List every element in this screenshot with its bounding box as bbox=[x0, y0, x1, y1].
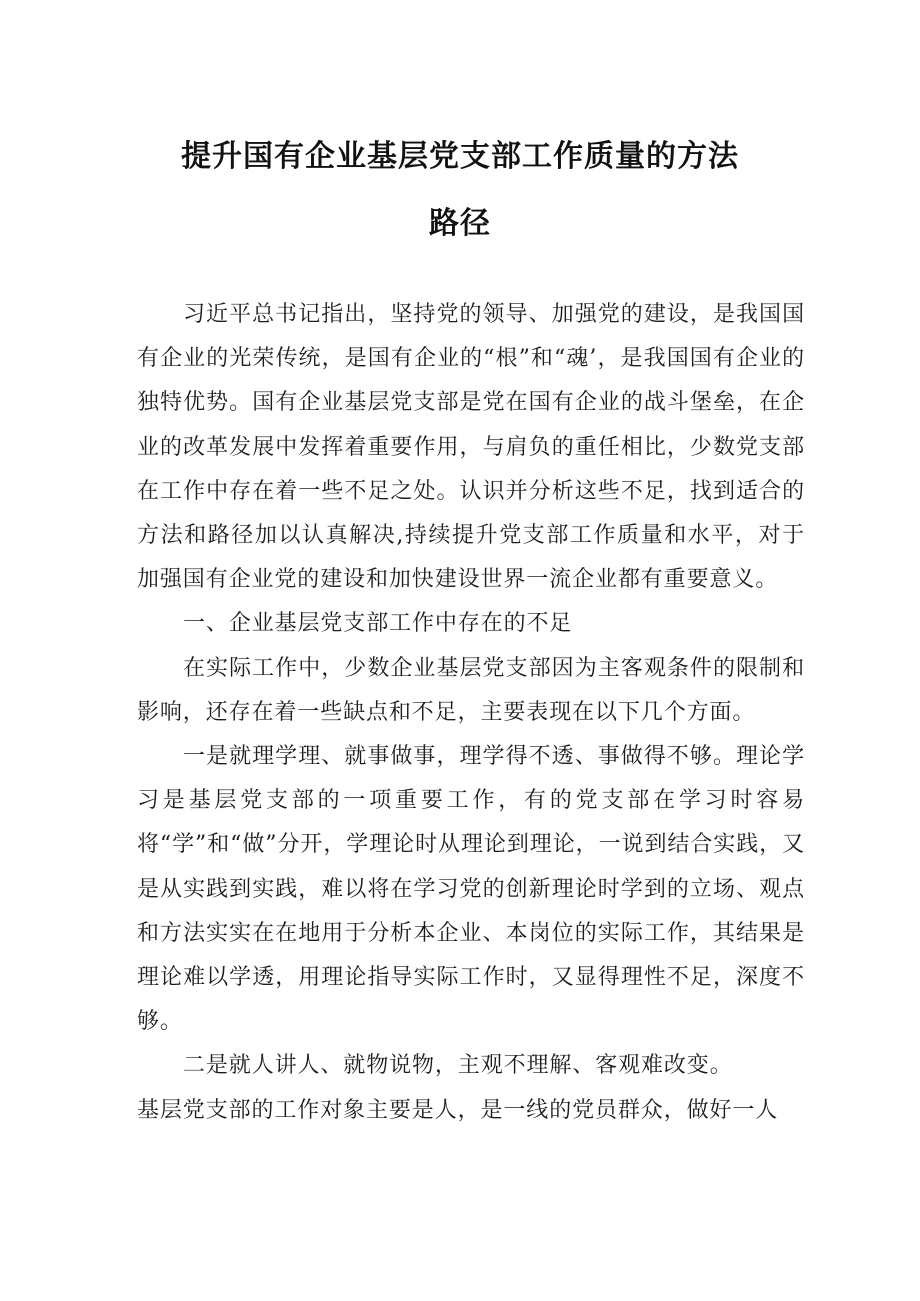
paragraph-section-intro: 在实际工作中，少数企业基层党支部因为主客观条件的限制和影响，还存在着一些缺点和不足，主要表现在以下几个方面。 bbox=[137, 655, 805, 725]
paragraph-point-2-body: 基层党支部的工作对象主要是人，是一线的党员群众，做好一人 bbox=[137, 1097, 779, 1123]
paragraph-intro: 习近平总书记指出，坚持党的领导、加强党的建设，是我国国有企业的光荣传统，是国有企业的“根”和“魂’，是我国国有企业的独特优势。国有企业基层党支部是党在国有企业的战斗堡垒，在企业的改革发展中发挥着重要作用，与肩负的重任相比，少数党支部在工作中存在着一些不足之处。认识并分析这些不足，找到适合的方法和路径加以认真解决,持续提升党支部工作质量和水平，对于加强国有企业党的建设和加快建设世界一流企业都有重要意义。 bbox=[137, 302, 805, 593]
paragraph-point-1: 一是就理学理、就事做事，理学得不透、事做得不够。理论学习是基层党支部的一项重要工作，有的党支部在学习时容易将“学”和“做”分开，学理论时从理论到理论，一说到结合实践，又是从实践到实践，难以将在学习党的创新理论时学到的立场、观点和方法实实在在地用于分析本企业、本岗位的实际工作，其结果是理论难以学透，用理论指导实际工作时，又显得理性不足，深度不够。 bbox=[137, 744, 805, 1035]
paragraph-point-2-heading: 二是就人讲人、就物说物，主观不理解、客观难改变。 bbox=[183, 1053, 733, 1079]
document-title-line-2: 路径 bbox=[429, 206, 491, 241]
section-heading-1: 一、企业基层党支部工作中存在的不足 bbox=[183, 611, 573, 637]
document-title-line-1: 提升国有企业基层党支部工作质量的方法 bbox=[181, 139, 739, 174]
document-body bbox=[137, 293, 805, 1133]
